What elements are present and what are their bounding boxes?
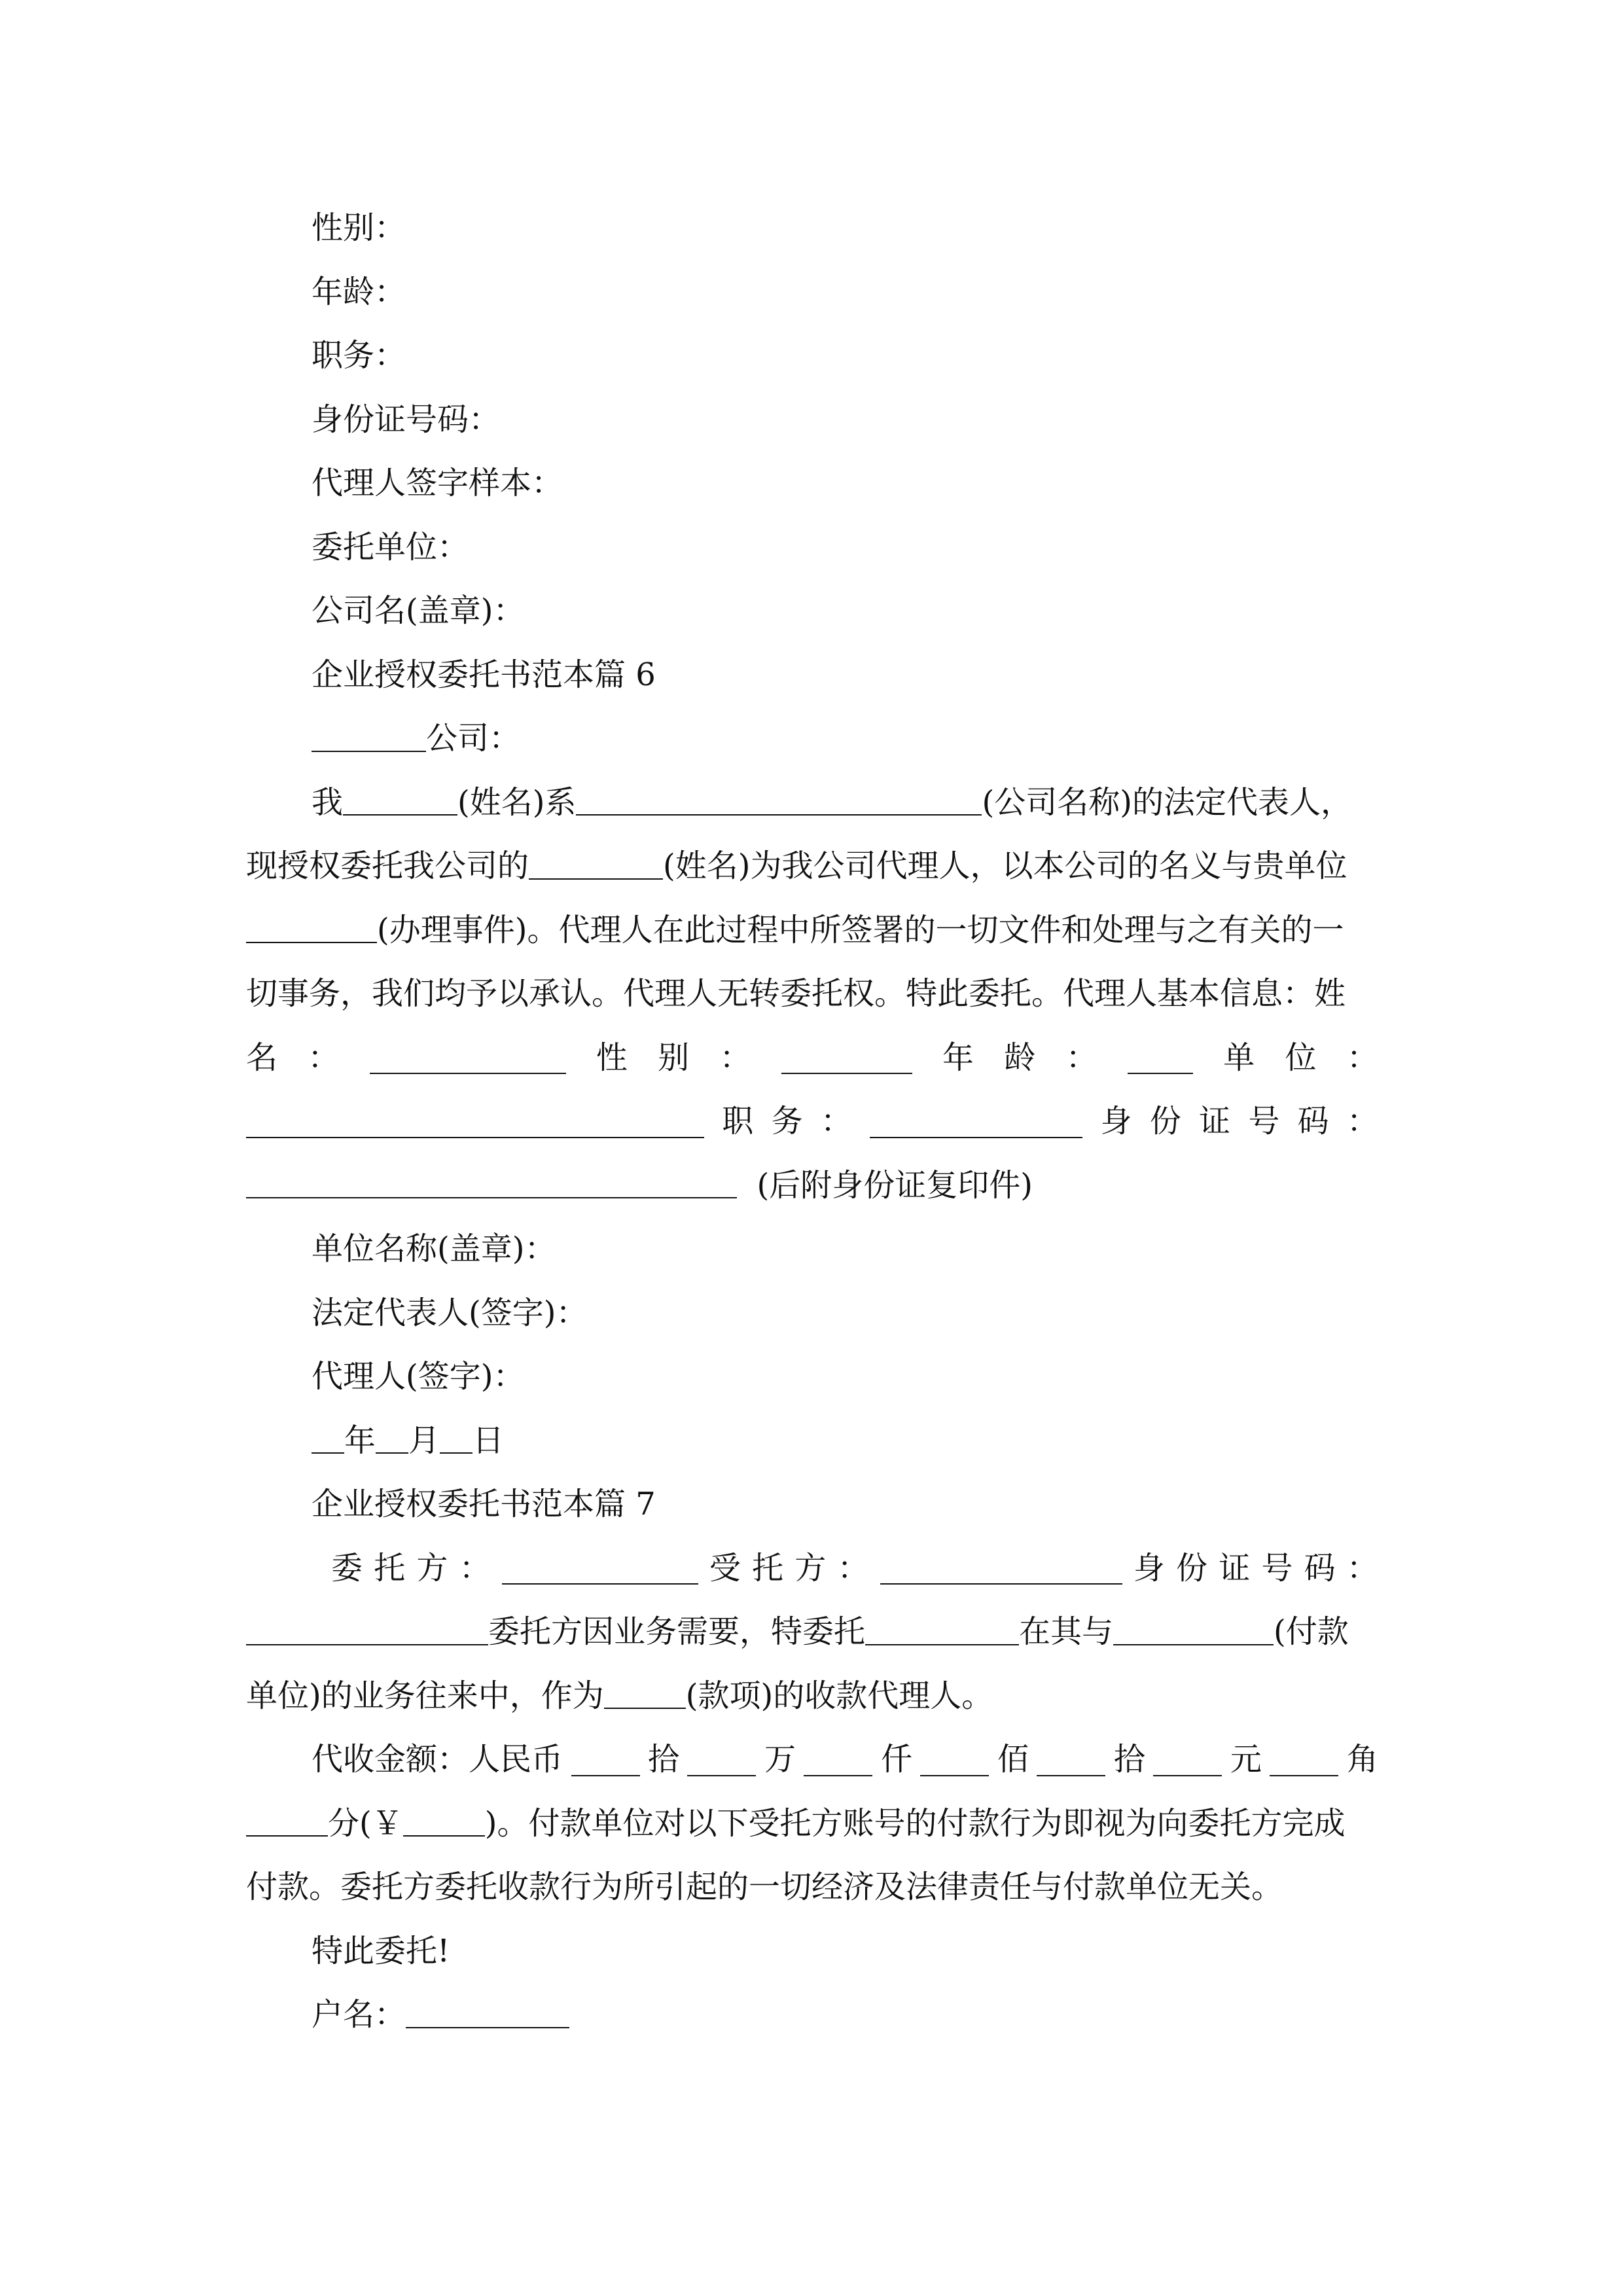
section7-amount-line: 代收金额：人民币 拾 万 仟 佰 拾 元 角 xyxy=(312,1741,1378,1778)
section6-title: 企业授权委托书范本篇 6 xyxy=(312,656,656,693)
section6-p1-line1: 我 (姓名)系 (公司名称)的法定代表人， xyxy=(312,783,1352,821)
blank-principal xyxy=(502,1552,698,1585)
agent-signature-sample-field: 代理人签字样本： xyxy=(312,465,563,501)
blank-payer xyxy=(1113,1613,1274,1645)
section6-p1-line6: 职 务 ： 身 份 证 号 码 ： xyxy=(246,1090,1378,1154)
section6-p1-line7: (后附身份证复印件) xyxy=(246,1154,1378,1218)
section7-title: 企业授权委托书范本篇 7 xyxy=(312,1486,656,1522)
date-line: 年 月 日 xyxy=(246,1409,1378,1473)
id-number-field: 身份证号码： xyxy=(312,401,501,438)
blank-info-age xyxy=(1128,1041,1193,1074)
document-body xyxy=(246,196,1378,2047)
section6-addressee: 公司： xyxy=(246,707,1378,771)
section7-line6: 付款。委托方委托收款行为所引起的一切经济及法律责任与付款单位无关。 xyxy=(246,1869,1283,1905)
blank-info-unit xyxy=(246,1105,704,1138)
gender-field: 性别： xyxy=(312,209,406,246)
blank-fen xyxy=(246,1804,328,1837)
blank-info-name xyxy=(370,1041,566,1074)
account-name-line: 户名： xyxy=(246,1983,1378,2047)
blank-name xyxy=(343,783,457,816)
blank-agent-name xyxy=(529,847,663,880)
blank-payment-item xyxy=(604,1676,686,1709)
blank-matter xyxy=(246,910,377,943)
blank-agent xyxy=(880,1552,1122,1585)
legal-rep-signature: 法定代表人(签字)： xyxy=(312,1294,588,1331)
section6-p1-line5: 名 ： 性 别 ： 年 龄 ： 单 位 ： xyxy=(246,1039,1378,1076)
company-name-seal-field: 公司名(盖章)： xyxy=(312,592,525,629)
entrusting-unit-field: 委托单位： xyxy=(312,528,469,565)
blank-company-name xyxy=(576,783,982,816)
section6-p1-line3: (办理事件)。代理人在此过程中所签署的一切文件和处理与之有关的一 xyxy=(246,899,1378,963)
position-field: 职务： xyxy=(312,337,406,374)
age-field: 年龄： xyxy=(312,273,406,310)
blank-entrusted xyxy=(865,1613,1019,1645)
section6-p1-line2: 现授权委托我公司的 (姓名)为我公司代理人，以本公司的名义与贵单位 xyxy=(246,848,1347,884)
blank-info-id xyxy=(246,1166,737,1198)
blank-id-number xyxy=(246,1613,488,1645)
section7-line3: 单位)的业务往来中，作为 (款项)的收款代理人。 xyxy=(246,1677,993,1714)
unit-name-seal: 单位名称(盖章)： xyxy=(312,1230,556,1267)
blank-account-name xyxy=(406,1996,569,2028)
section6-p1-line4: 切事务，我们均予以承认。代理人无转委托权。特此委托。代理人基本信息：姓 xyxy=(246,975,1346,1012)
agent-signature: 代理人(签字)： xyxy=(312,1358,525,1395)
section7-closing: 特此委托! xyxy=(312,1932,450,1969)
blank-day xyxy=(440,1421,473,1454)
blank-year xyxy=(312,1421,344,1454)
blank-info-gender xyxy=(781,1041,912,1074)
blank-company xyxy=(312,719,426,752)
section7-line5: 分(￥ )。付款单位对以下受托方账号的付款行为即视为向委托方完成 xyxy=(246,1792,1378,1856)
section7-line1: 委 托 方 ： 受 托 方 ： 身 份 证 号 码 ： xyxy=(331,1549,1378,1587)
blank-month xyxy=(376,1421,408,1454)
blank-info-position xyxy=(870,1105,1082,1138)
section7-line2: 委托方因业务需要，特委托 在其与 (付款 xyxy=(246,1600,1378,1664)
blank-total-amount xyxy=(403,1804,485,1837)
